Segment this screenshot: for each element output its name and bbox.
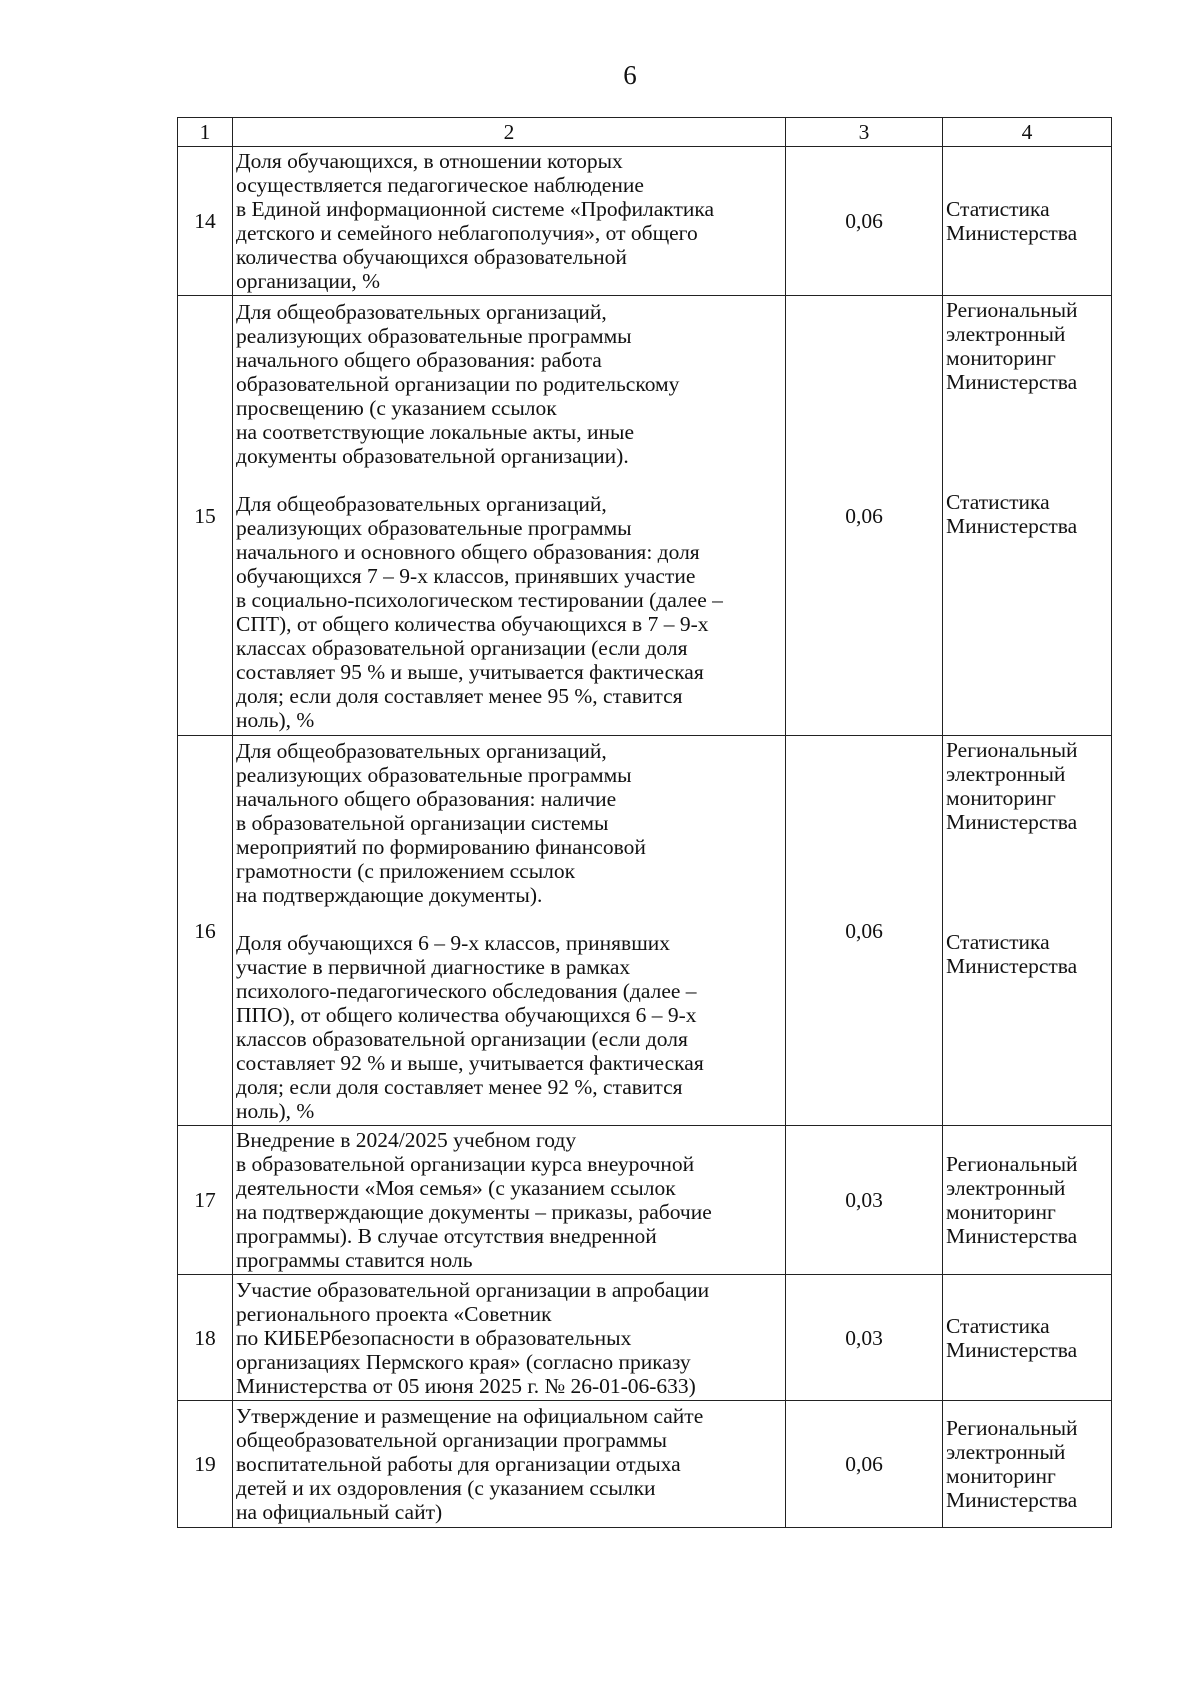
weight-value: 0,06 [786,147,943,296]
row-number: 17 [178,1126,233,1275]
source-cell [943,147,1112,296]
weight-value: 0,03 [786,1275,943,1401]
source-cell [943,736,1112,1126]
criterion-paragraph: Для общеобразовательных организаций, реализующих образовательные программы начального общего образования: наличие в образовательной организации системы мероприятий по формированию финансовой грамотности (с приложением ссылок на подтверждающие документы). [236,738,646,907]
criterion-paragraph: Участие образовательной организации в апробации регионального проекта «Советник по КИБЕРбезопасности в образовательных организациях Пермского края» (согласно приказу Министерства от 05 июня 2025 г. № 26-01-06-633) [236,1277,710,1398]
table-header-row [178,118,1112,147]
weight-value: 0,03 [786,1126,943,1275]
row-number: 19 [178,1401,233,1528]
source-text: Региональный электронный мониторинг Министерства [946,1152,1078,1248]
source-text: Статистика Министерства [946,1313,1078,1362]
table-row [178,147,1112,296]
source-text: Статистика Министерства [946,930,1078,978]
page-number: 6 [623,60,637,90]
weight-value: 0,06 [786,1401,943,1528]
criterion-text [233,296,786,736]
source-cell [943,1275,1112,1401]
weight-value: 0,06 [786,296,943,736]
header-cell: 4 [943,118,1112,147]
source-text: Статистика Министерства [946,490,1078,538]
criterion-paragraph: Для общеобразовательных организаций, реализующих образовательные программы начального и основного общего образования: доля обучающихся 7 – 9-х классов, принявших участие в социально-психологическом тестировании (далее – СПТ), от общего количества обучающихся в 7 – 9-х классах образовательной организации (если доля составляет 95 % и выше, учитывается фактическая доля; если доля составляет менее 95 %, ставится ноль), % [236,491,723,732]
criterion-paragraph: Утверждение и размещение на официальном сайте общеобразовательной организации программы воспитательной работы для организации отдыха детей и их оздоровления (с указанием ссылки на официальный сайт) [236,1404,704,1524]
criterion-text [233,736,786,1126]
source-cell [943,1401,1112,1528]
criterion-text [233,1401,786,1528]
table-row [178,1126,1112,1275]
criterion-paragraph: Доля обучающихся 6 – 9-х классов, принявших участие в первичной диагностике в рамках психолого-педагогического обследования (далее – ППО), от общего количества обучающихся 6 – 9-х классов образовательной организации (если доля составляет 92 % и выше, учитывается фактическая доля; если доля составляет менее 92 %, ставится ноль), % [236,930,704,1123]
criterion-text [233,147,786,296]
source-text: Статистика Министерства [946,197,1078,245]
header-cell: 2 [233,118,786,147]
row-number: 18 [178,1275,233,1401]
source-cell [943,1126,1112,1275]
header-cell: 3 [786,118,943,147]
criterion-text [233,1275,786,1401]
criterion-text [233,1126,786,1275]
source-text: Региональный электронный мониторинг Министерства [946,738,1078,834]
source-cell [943,296,1112,736]
criterion-paragraph: Для общеобразовательных организаций, реализующих образовательные программы начального общего образования: работа образовательной организации по родительскому просвещению (с указанием ссылок на соответствующие локальные акты, иные документы образовательной организации). [236,299,680,468]
header-cell: 1 [178,118,233,147]
table-row [178,736,1112,1126]
row-number: 14 [178,147,233,296]
table-row [178,1401,1112,1528]
table-row [178,1275,1112,1401]
source-text: Региональный электронный мониторинг Министерства [946,1416,1078,1512]
criterion-paragraph: Доля обучающихся, в отношении которых осуществляется педагогическое наблюдение в Единой информационной системе «Профилактика детского и семейного неблагополучия», от общего количества обучающихся образовательной организации, % [236,149,715,293]
row-number: 16 [178,736,233,1126]
table-row [178,296,1112,736]
weight-value: 0,06 [786,736,943,1126]
source-text: Региональный электронный мониторинг Министерства [946,298,1078,394]
criterion-paragraph: Внедрение в 2024/2025 учебном году в образовательной организации курса внеурочной деятельности «Моя семья» (с указанием ссылок на подтверждающие документы – приказы, рабочие программы). В случае отсутствия внедренной программы ставится ноль [236,1128,712,1272]
criteria-table [177,117,1112,1528]
row-number: 15 [178,296,233,736]
